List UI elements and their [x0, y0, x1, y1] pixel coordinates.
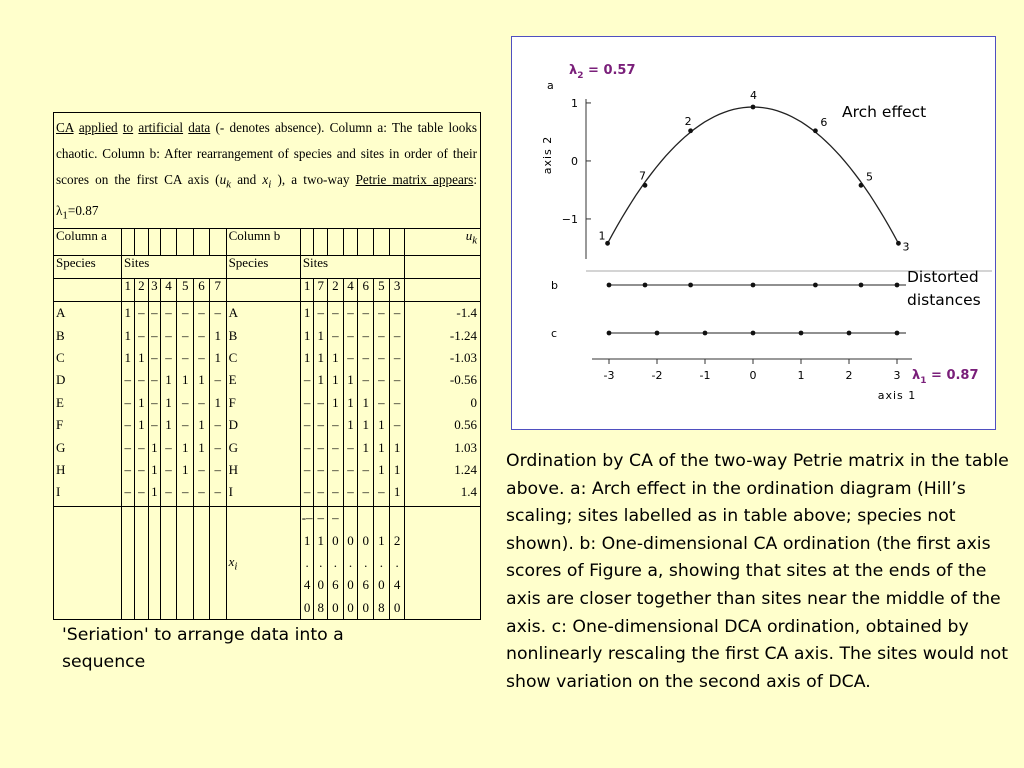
panel-b-point	[643, 283, 648, 288]
distorted-label-line1: Distorted	[907, 268, 979, 286]
site-column-a: – – – 1 – – 1 1 –	[177, 302, 194, 507]
xi-column: 0 . 0 0	[343, 507, 358, 620]
arch-point	[688, 128, 693, 133]
arch-point	[605, 241, 610, 246]
x-tick-label: -2	[651, 369, 663, 382]
xi-column: -– 1 . 4 0	[300, 507, 314, 620]
panel-b-point	[859, 283, 864, 288]
panel-b-letter: b	[551, 279, 558, 292]
arch-point-label: 7	[639, 169, 646, 183]
xi-column: 1 . 0 8	[374, 507, 390, 620]
site-number: 5	[177, 279, 194, 302]
panel-c-point	[895, 331, 900, 336]
site-number: 2	[328, 279, 344, 302]
site-column-b: – – – – – 1 1 1 –	[374, 302, 390, 507]
site-number: 4	[343, 279, 358, 302]
xi-label: $x_i$	[226, 507, 300, 620]
arch-point-label: 5	[866, 170, 873, 184]
site-number: 6	[194, 279, 210, 302]
site-number: 6	[358, 279, 374, 302]
xi-column: 0 . 6 0	[358, 507, 374, 620]
xi-row	[54, 507, 481, 620]
site-column-a: 1 1 1 – – – – – –	[121, 302, 134, 507]
arch-point-label: 2	[684, 114, 692, 128]
site-column-a: – 1 1 – 1 – – – –	[209, 302, 226, 507]
seriation-note: 'Seriation' to arrange data into a sequence	[62, 625, 344, 672]
species-header-b: Species	[226, 256, 300, 279]
sites-header-a: Sites	[121, 256, 226, 279]
x-tick-label: -3	[603, 369, 615, 382]
data-block	[54, 302, 481, 507]
site-column-b: – – – – – – 1 1 1	[389, 302, 405, 507]
y-tick-label: 1	[571, 96, 578, 110]
axis1-label: axis 1	[877, 389, 917, 402]
uk-header: $u_k$	[405, 229, 481, 256]
species-header-a: Species	[54, 256, 122, 279]
site-number: 3	[389, 279, 405, 302]
site-number: 1	[121, 279, 134, 302]
species-column-a: A B C D E F G H I	[54, 302, 122, 507]
species-column-b: A B C E F D G H I	[226, 302, 300, 507]
site-number: 1	[300, 279, 314, 302]
panel-b-point	[607, 283, 612, 288]
panel-c-letter: c	[551, 327, 558, 340]
lambda2-label: $\lambda_2 = 0.57$	[569, 63, 636, 81]
site-column-a: – – – – – – 1 1 1	[149, 302, 161, 507]
ordination-chart	[512, 37, 997, 431]
panel-c-point	[607, 331, 612, 336]
panel-c-point	[799, 331, 804, 336]
y-tick-label: −1	[561, 212, 578, 226]
x-tick-label: 1	[797, 369, 805, 382]
uk-column: -1.4 -1.24 -1.03 -0.56 0 0.56 1.03 1.24 1.4	[405, 302, 481, 507]
ca-table	[53, 112, 481, 620]
column-a-label: Column a	[54, 229, 122, 256]
arch-point	[643, 183, 648, 188]
site-column-a: – – – 1 1 1 – – –	[160, 302, 177, 507]
arch-point	[896, 241, 901, 246]
xi-column: 2 . 4 0	[389, 507, 405, 620]
arch-curve	[608, 107, 899, 243]
site-number-row	[54, 279, 481, 302]
arch-point-label: 6	[820, 115, 828, 129]
site-number: 7	[314, 279, 328, 302]
panel-b-point	[688, 283, 693, 288]
y-tick-label: 0	[571, 154, 578, 168]
site-number: 5	[374, 279, 390, 302]
site-column-b: – – – – 1 1 1 – –	[358, 302, 374, 507]
axis2-label: axis 2	[541, 135, 554, 175]
x-tick-label: 0	[749, 369, 757, 382]
distorted-label-line2: distances	[907, 291, 981, 309]
site-column-b: – – 1 1 1 – – – –	[328, 302, 344, 507]
sites-header-b: Sites	[300, 256, 405, 279]
panel-c-point	[655, 331, 660, 336]
panel-c-point	[751, 331, 756, 336]
panel-b-point	[751, 283, 756, 288]
xi-column: – 1 . 0 8	[314, 507, 328, 620]
site-column-a: – – – 1 – 1 1 – –	[194, 302, 210, 507]
site-column-a: – – 1 – 1 1 – – –	[134, 302, 149, 507]
lambda1-label: $\lambda_1 = 0.87$	[912, 368, 979, 386]
arch-point-label: 4	[750, 89, 757, 102]
site-number: 4	[160, 279, 177, 302]
arch-point	[751, 105, 756, 110]
xi-column: – 0 . 6 0	[328, 507, 344, 620]
site-column-b: – – – 1 1 1 – – –	[343, 302, 358, 507]
panel-a-letter: a	[547, 79, 554, 92]
site-column-b: 1 1 1 – – – – – –	[300, 302, 314, 507]
site-number: 7	[209, 279, 226, 302]
panel-c-point	[703, 331, 708, 336]
panel-c-point	[847, 331, 852, 336]
arch-point-label: 3	[902, 240, 910, 254]
x-tick-label: 3	[893, 369, 901, 382]
arch-effect-label: Arch effect	[842, 103, 927, 121]
ordination-figure	[511, 36, 996, 430]
panel-b-point	[895, 283, 900, 288]
x-tick-label: 2	[845, 369, 853, 382]
arch-point	[859, 183, 864, 188]
column-b-label: Column b	[226, 229, 300, 256]
site-number: 2	[134, 279, 149, 302]
site-number: 3	[149, 279, 161, 302]
figure-caption: Ordination by CA of the two-way Petrie matrix in the table above. a: Arch effect in the ordination diagram (Hill’s scaling; sites labelled as in table above; species not shown). b: One-dimensional CA ordination (the first axis scores of Figure a, showing that sites at the ends of the axis are closer together than sites near the middle of the axis. c: One-dimensional DCA ordination, obtained by nonlinearly rescaling the first CA axis. The sites would not show variation on the second axis of DCA.	[506, 451, 1009, 692]
table-caption: CA applied to artificial data (- denotes absence). Column a: The table looks chaotic. Column b: After rearrangement of species and sites in order of their scores on the first CA axis ($u_k$ and $x_i$ ), a two-way Petrie matrix appears: $\lambda_1=0.87$	[54, 113, 481, 229]
x-tick-label: -1	[699, 369, 711, 382]
arch-point-label: 1	[598, 229, 606, 243]
arch-point	[813, 128, 818, 133]
panel-b-point	[813, 283, 818, 288]
site-column-b: – 1 1 1 – – – – –	[314, 302, 328, 507]
